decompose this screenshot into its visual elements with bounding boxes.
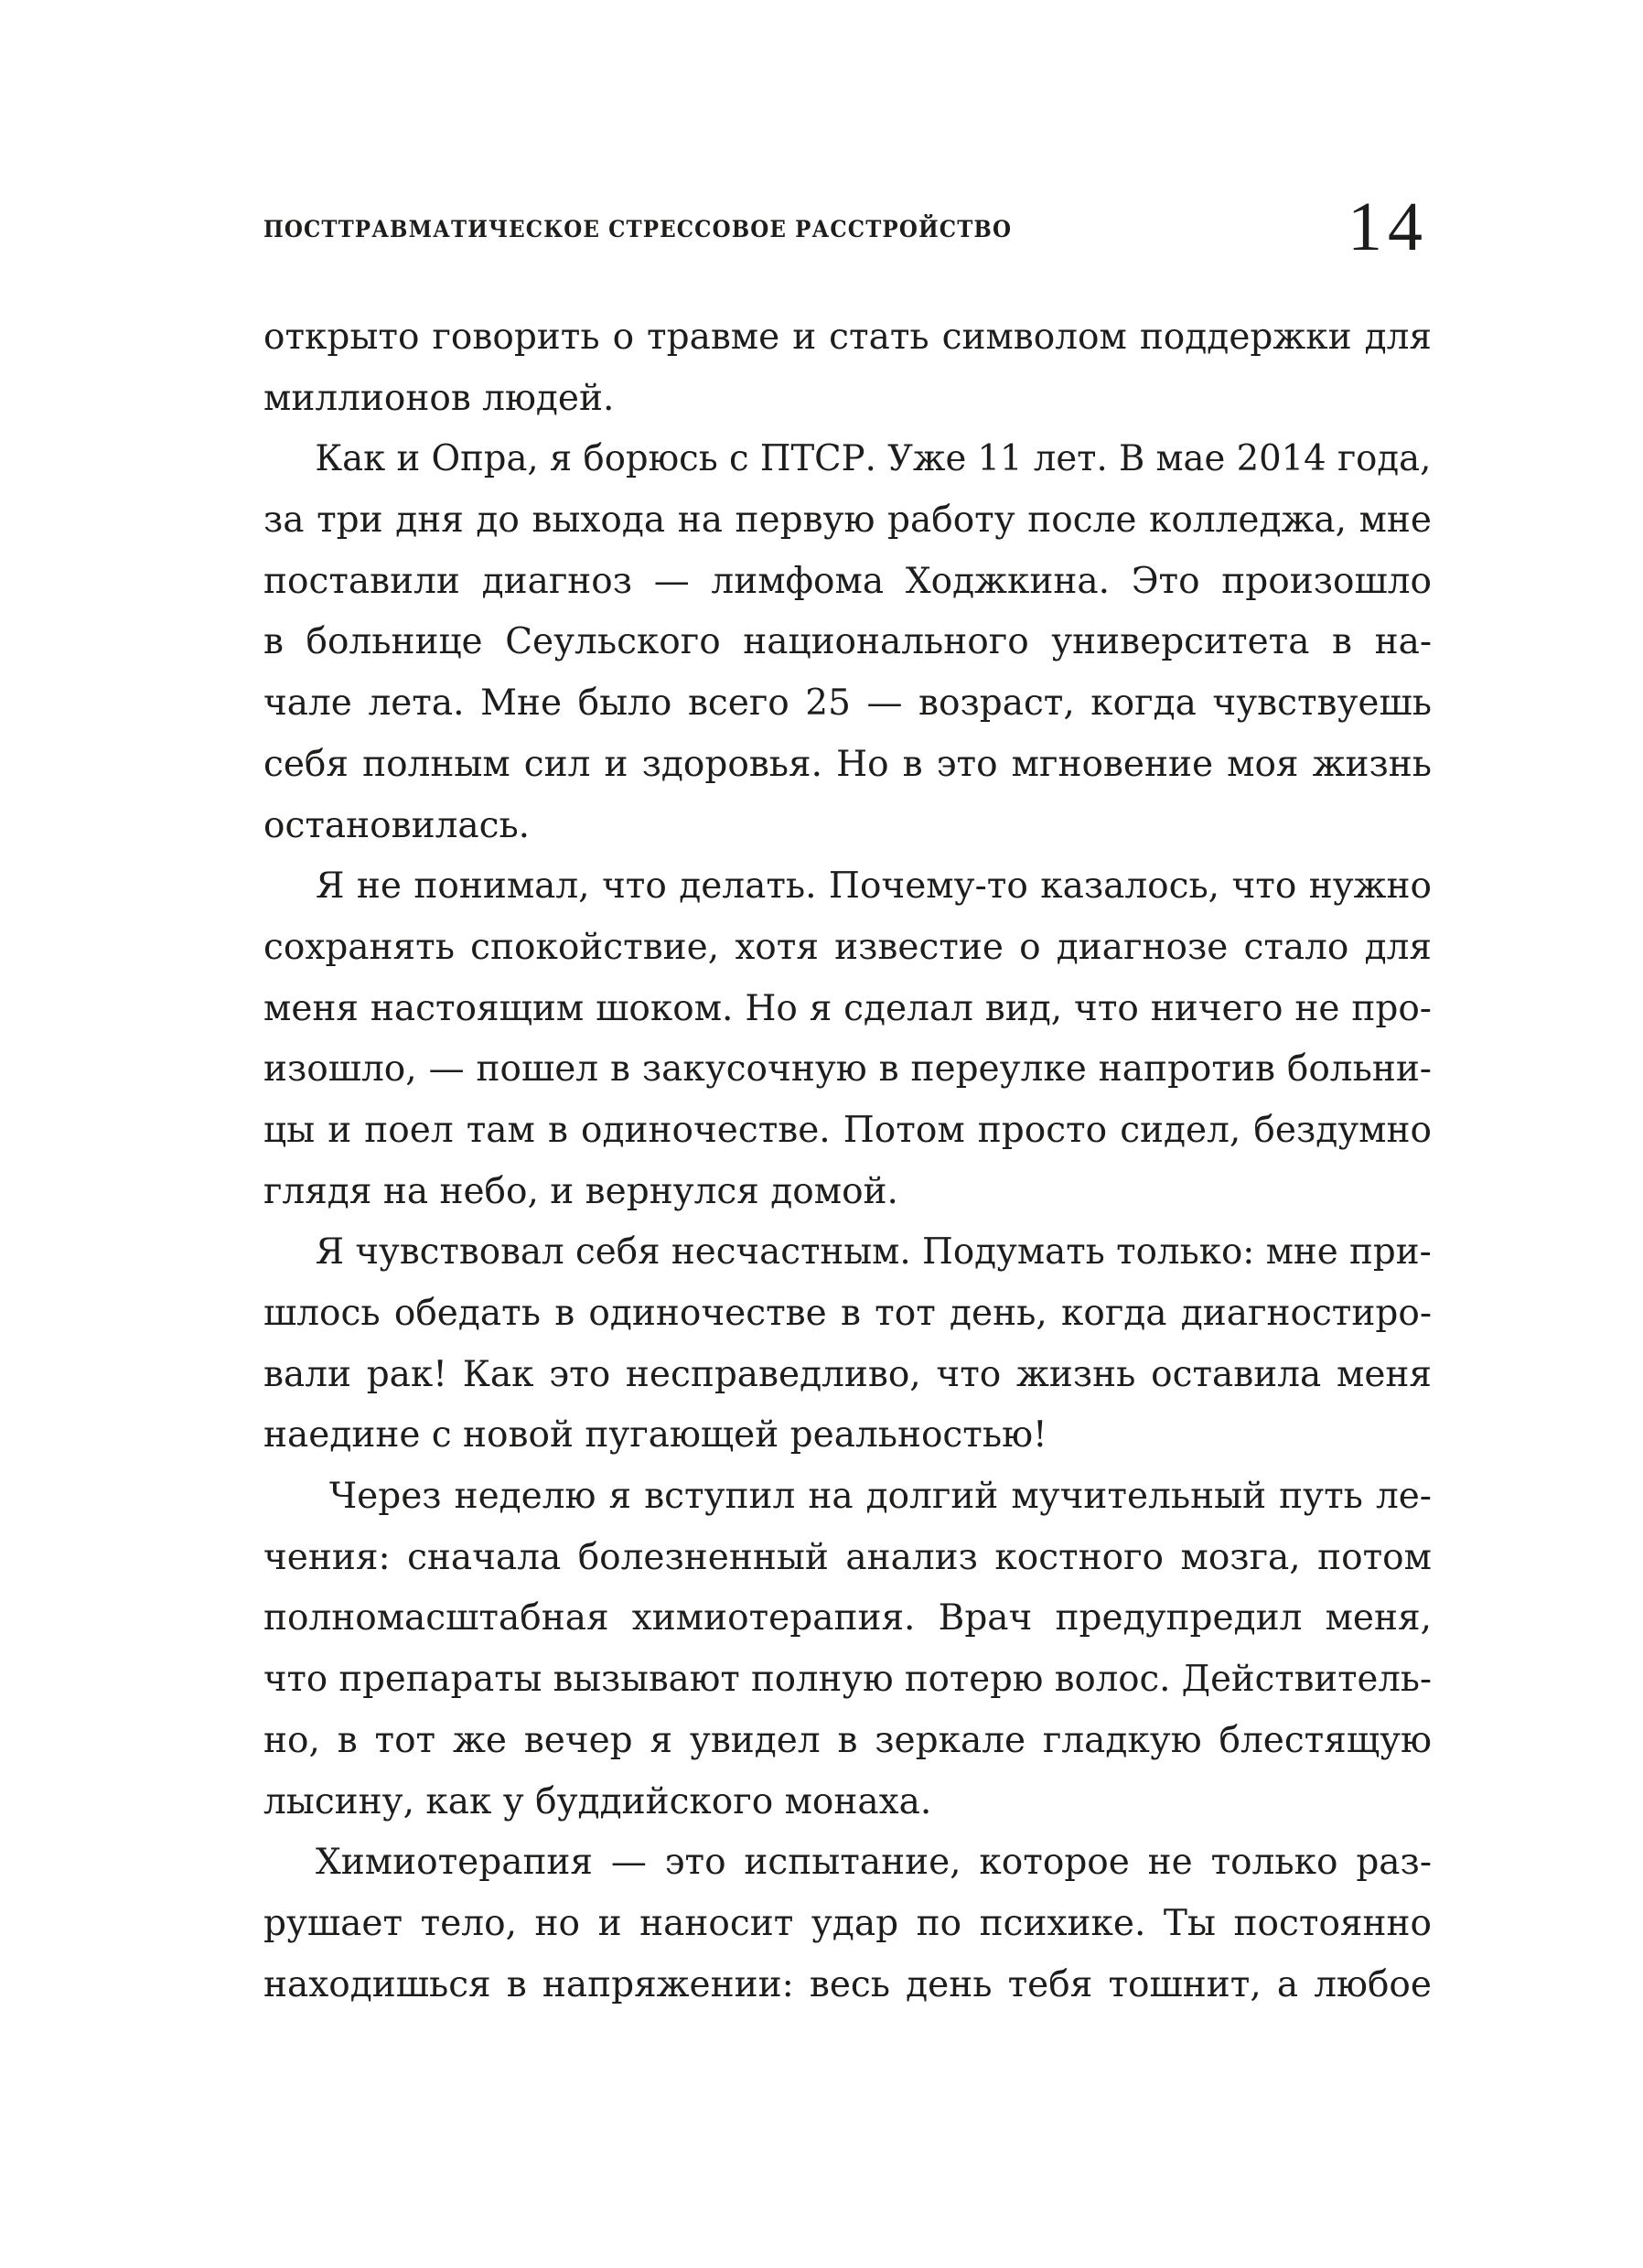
paragraph-first-line: Как и Опра, я борюсь с ПТСР. Уже 11 лет. В мае 2014 года, [315, 438, 1432, 480]
text-line: шлось обедать в одиночестве в тот день, когда диагностиро- [263, 1293, 1432, 1334]
text-line: вали рак! Как это несправедливо, что жизнь оставила меня [263, 1353, 1432, 1395]
text-line: меня настоящим шоком. Но я сделал вид, что ничего не про- [263, 987, 1432, 1029]
text-line: рушает тело, но и наносит удар по психике. Ты постоянно [263, 1902, 1432, 1944]
text-line: миллионов людей. [263, 377, 615, 419]
page-number: 14 [1348, 188, 1428, 265]
text-line: сохранять спокойствие, хотя известие о диагнозе стало для [263, 926, 1432, 968]
text-line: чения: сначала болезненный анализ костного мозга, потом [263, 1536, 1432, 1578]
text-line: открыто говорить о травме и стать символом поддержки для [263, 317, 1432, 358]
paragraph-first-line: Химиотерапия — это испытание, которое не только раз- [316, 1842, 1432, 1884]
body-text [263, 307, 1432, 2015]
text-line: что препараты вызывают полную потерю волос. Действитель- [263, 1659, 1432, 1701]
text-line: полномасштабная химиотерапия. Врач предупредил меня, [263, 1597, 1432, 1639]
text-line: наедине с новой пугающей реальностью! [263, 1414, 1047, 1456]
text-line: остановилась. [263, 804, 531, 846]
text-line: в больнице Сеульского национального университета в на- [263, 621, 1432, 663]
text-line: себя полным сил и здоровья. Но в это мгновение моя жизнь [263, 743, 1432, 785]
running-head: ПОСТТРАВМАТИЧЕСКОЕ СТРЕССОВОЕ РАССТРОЙСТВО [263, 216, 1013, 242]
text-line: но, в тот же вечер я увидел в зеркале гладкую блестящую [263, 1719, 1432, 1761]
text-line: за три дня до выхода на первую работу после колледжа, мне [263, 500, 1432, 542]
paragraph-first-line: Я чувствовал себя несчастным. Подумать только: мне при- [315, 1231, 1432, 1274]
text-line: поставили диагноз — лимфома Ходжкина. Это произошло [263, 560, 1432, 602]
paragraph-first-line: Я не понимал, что делать. Почему-то казалось, что нужно [316, 865, 1432, 908]
text-line: цы и поел там в одиночестве. Потом просто сидел, бездумно [263, 1109, 1432, 1151]
text-line: чале лета. Мне было всего 25 — возраст, когда чувствуешь [263, 683, 1432, 725]
paragraph-first-line: Через неделю я вступил на долгий мучительный путь ле- [329, 1476, 1432, 1518]
text-line: лысину, как у буддийского монаха. [263, 1780, 932, 1822]
text-line: изошло, — пошел в закусочную в переулке напротив больни- [263, 1048, 1432, 1091]
text-line: находишься в напряжении: весь день тебя тошнит, а любое [263, 1963, 1432, 2005]
text-line: глядя на небо, и вернулся домой. [263, 1170, 898, 1212]
